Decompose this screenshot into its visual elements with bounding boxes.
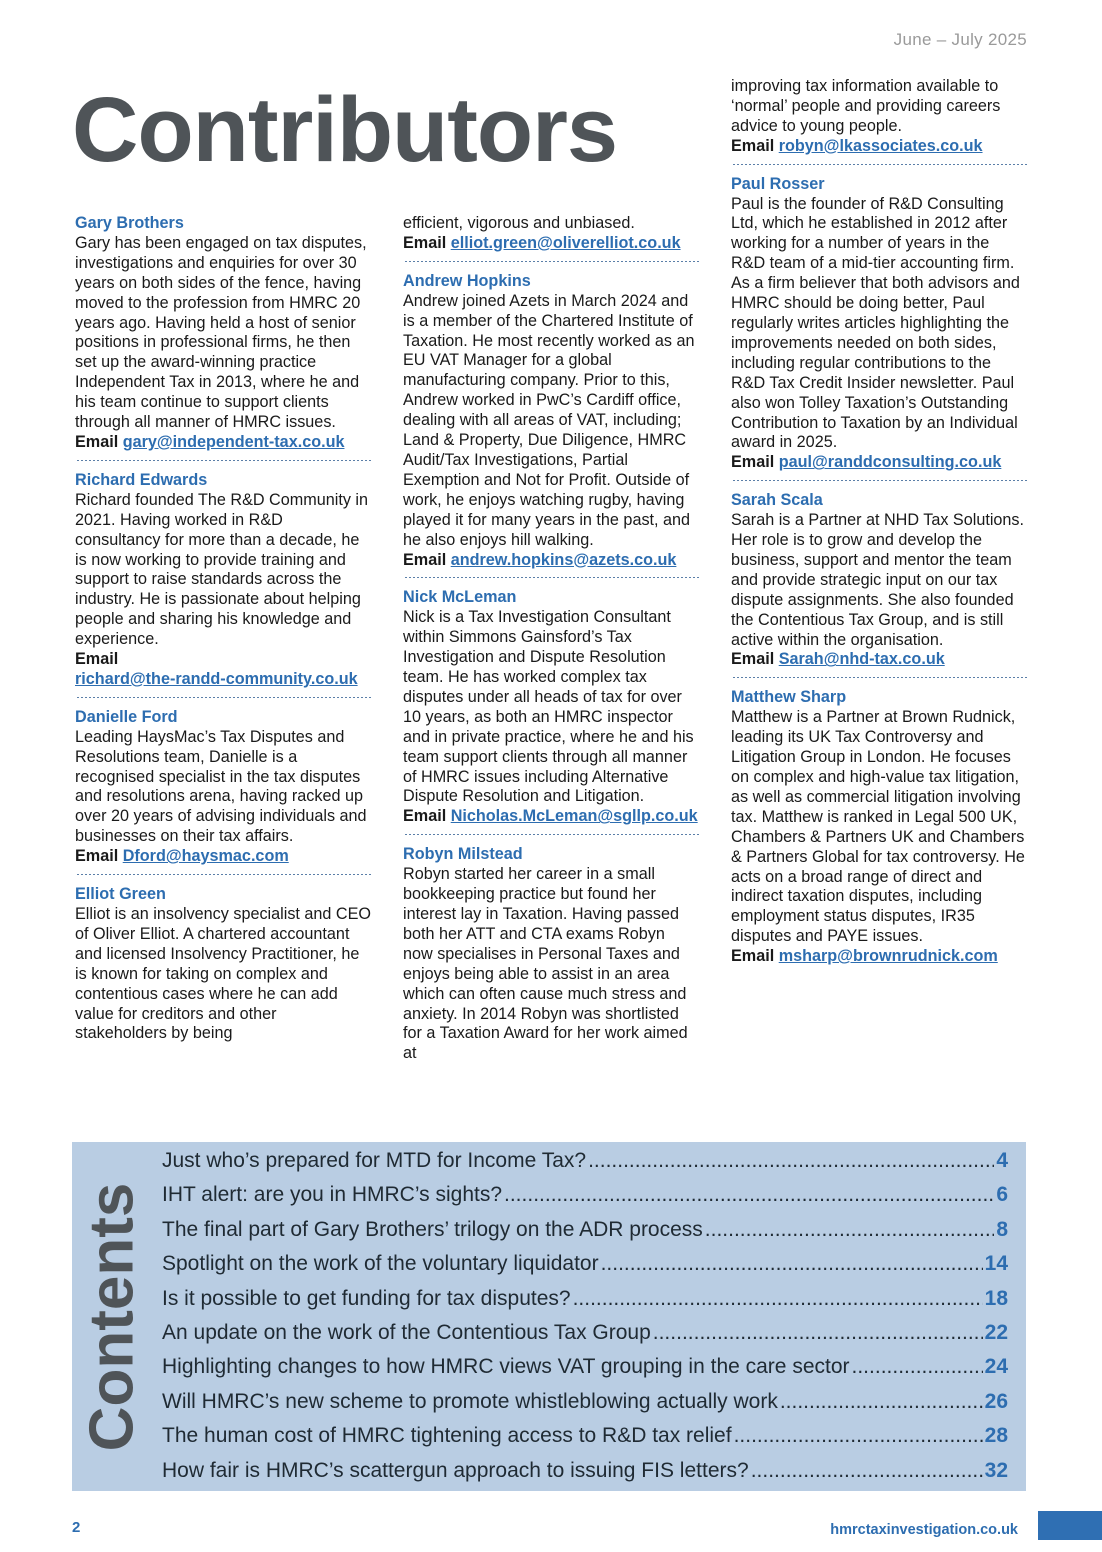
contributor-email-link[interactable]: Nicholas.McLeman@sgllp.co.uk [450, 807, 698, 826]
contributor-name: Robyn Milstead [403, 845, 523, 864]
email-label: Email [731, 650, 775, 669]
toc-item[interactable] [162, 1355, 1008, 1389]
contributor-entry [731, 688, 1027, 975]
toc-page-number: 26 [984, 1389, 1008, 1413]
email-label: Email [403, 550, 447, 569]
contents-label [72, 1142, 152, 1491]
toc-title: The final part of Gary Brothers’ trilogy on the ADR process [162, 1217, 703, 1241]
contributor-email-line [75, 433, 371, 453]
contributor-entry-continued [731, 77, 1027, 165]
toc-page-number: 14 [984, 1252, 1008, 1276]
table-of-contents [162, 1149, 1008, 1493]
contributor-entry [403, 588, 699, 835]
contributor-email-link[interactable]: richard@the-randd-community.co.uk [75, 669, 358, 688]
contributor-name: Richard Edwards [75, 470, 208, 489]
contributor-email-line [75, 847, 371, 867]
toc-leader-dots [588, 1149, 994, 1173]
contributor-email-line [731, 947, 1027, 967]
contributors-column-2 [403, 214, 699, 1082]
contributor-bio-continued: efficient, vigorous and unbiased. [403, 214, 635, 232]
toc-item[interactable] [162, 1183, 1008, 1217]
contributors-column-3 [731, 77, 1027, 985]
contributor-email-line [75, 650, 371, 690]
contributor-entry [731, 175, 1027, 482]
toc-title: An update on the work of the Contentious Tax Group [162, 1320, 651, 1344]
toc-title: How fair is HMRC’s scattergun approach to issuing FIS letters? [162, 1458, 749, 1482]
contributor-name: Elliot Green [75, 885, 166, 904]
toc-title: Spotlight on the work of the voluntary liquidator [162, 1252, 599, 1276]
toc-leader-dots [751, 1459, 983, 1483]
email-label: Email [731, 947, 775, 966]
contributor-bio-continued: improving tax information available to ‘normal’ people and providing careers advice to young people. [731, 77, 1001, 135]
toc-page-number: 18 [984, 1286, 1008, 1310]
toc-item[interactable] [162, 1321, 1008, 1355]
contributor-bio: Matthew is a Partner at Brown Rudnick, leading its UK Tax Controversy and Litigation Group in London. He focuses on complex and high-value tax litigation, as well as commercial litigation involving tax. Matthew is ranked in Legal 500 UK, Chambers & Partners UK and Chambers & Partners Global for tax controversy. He acts on a broad range of direct and indirect taxation disputes, including employment status disputes, IR35 disputes and PAYE issues. [731, 708, 1025, 946]
email-label: Email [75, 847, 119, 866]
toc-item[interactable] [162, 1252, 1008, 1286]
contributor-name: Matthew Sharp [731, 688, 847, 707]
email-label: Email [75, 432, 119, 451]
toc-item[interactable] [162, 1459, 1008, 1493]
toc-title: The human cost of HMRC tightening access to R&D tax relief [162, 1424, 732, 1448]
contributor-bio: Sarah is a Partner at NHD Tax Solutions. Her role is to grow and develop the business, support and mentor the team and provide strategic input on our tax dispute assignments. She also founded the Contentious Tax Group, and is still active within the organisation. [731, 511, 1025, 649]
contributor-bio: Nick is a Tax Investigation Consultant within Simmons Gainsford’s Tax Investigation and Dispute Resolution team. He has worked complex tax disputes under all heads of tax for over 10 years, as both an HMRC inspector and in private practice, where he and his team support clients through all manner of HMRC issues including Alternative Dispute Resolution and Litigation. [403, 608, 694, 806]
toc-title: Is it possible to get funding for tax disputes? [162, 1286, 571, 1310]
contributor-name: Danielle Ford [75, 707, 178, 726]
contributor-name: Andrew Hopkins [403, 271, 531, 290]
contributor-email-link[interactable]: elliot.green@oliverelliot.co.uk [450, 233, 681, 252]
toc-leader-dots [734, 1424, 983, 1448]
contributor-email-link[interactable]: Sarah@nhd-tax.co.uk [778, 650, 945, 669]
page-number: 2 [72, 1519, 81, 1536]
contributor-entry [403, 845, 699, 1072]
contributor-entry-continued [403, 214, 699, 262]
contributor-bio: Elliot is an insolvency specialist and CEO of Oliver Elliot. A chartered accountant and licensed Insolvency Practitioner, he is known for taking on complex and contentious cases where he can add value for creditors and other stakeholders by being [75, 905, 372, 1043]
contents-heading: Contents [77, 1182, 147, 1451]
contributor-bio: Gary has been engaged on tax disputes, investigations and enquiries for over 30 years on both sides of the fence, having moved to the profession from HMRC 20 years ago. Having held a host of senior positions in professional firms, he then set up the award-winning practice Independent Tax in 2013, where he and his team continue to support clients through all manner of HMRC issues. [75, 233, 367, 432]
contributor-name: Paul Rosser [731, 174, 825, 193]
toc-leader-dots [780, 1390, 983, 1414]
contributors-column-1 [75, 214, 371, 1062]
toc-item[interactable] [162, 1218, 1008, 1252]
email-label: Email [731, 136, 775, 155]
toc-leader-dots [705, 1218, 995, 1242]
toc-leader-dots [601, 1252, 983, 1276]
contributor-email-link[interactable]: paul@randdconsulting.co.uk [778, 453, 1002, 472]
contributor-email-line [731, 650, 1027, 670]
contributor-name: Sarah Scala [731, 491, 823, 510]
toc-page-number: 4 [996, 1149, 1008, 1172]
toc-title: Highlighting changes to how HMRC views VAT grouping in the care sector [162, 1355, 850, 1379]
contributor-entry [75, 708, 371, 875]
toc-title: Will HMRC’s new scheme to promote whistleblowing actually work [162, 1389, 778, 1413]
toc-leader-dots [653, 1321, 983, 1345]
toc-item[interactable] [162, 1424, 1008, 1458]
toc-page-number: 24 [984, 1355, 1008, 1379]
contributor-email-line [403, 551, 699, 571]
toc-page-number: 28 [984, 1424, 1008, 1448]
email-label: Email [403, 807, 447, 826]
site-url[interactable]: hmrctaxinvestigation.co.uk [830, 1522, 1018, 1538]
toc-title: IHT alert: are you in HMRC’s sights? [162, 1183, 503, 1207]
email-label: Email [403, 233, 447, 252]
contributor-entry [403, 272, 699, 579]
contributor-email-line [731, 137, 1027, 157]
toc-page-number: 8 [996, 1217, 1008, 1241]
contributor-email-line [403, 234, 699, 254]
contributor-email-link[interactable]: gary@independent-tax.co.uk [122, 432, 345, 451]
contributor-entry [731, 491, 1027, 678]
email-label: Email [75, 650, 119, 669]
contributor-email-link[interactable]: msharp@brownrudnick.com [778, 947, 998, 966]
contributor-entry [75, 471, 371, 698]
page-title: Contributors [72, 79, 618, 181]
contributor-email-link[interactable]: robyn@lkassociates.co.uk [778, 136, 983, 155]
contributor-entry [75, 885, 371, 1052]
footer-accent-bar [1038, 1511, 1102, 1540]
contributor-bio: Robyn started her career in a small bookkeeping practice but found her interest lay in Taxation. Having passed both her ATT and CTA exams Robyn now specialises in Personal Taxes and enjoys being able to assist in an area which can often cause much stress and anxiety. In 2014 Robyn was shortlisted for a Taxation Award for her work aimed at [403, 865, 688, 1063]
toc-item[interactable] [162, 1287, 1008, 1321]
toc-item[interactable] [162, 1390, 1008, 1424]
contributor-name: Nick McLeman [403, 588, 517, 607]
toc-leader-dots [504, 1183, 994, 1207]
toc-page-number: 6 [996, 1183, 1008, 1207]
email-label: Email [731, 453, 775, 472]
toc-item[interactable] [162, 1149, 1008, 1183]
toc-page-number: 22 [984, 1320, 1008, 1344]
contributor-email-link[interactable]: Dford@haysmac.com [122, 847, 289, 866]
toc-title: Just who’s prepared for MTD for Income Tax? [162, 1149, 587, 1172]
contributor-email-line [731, 453, 1027, 473]
contributor-name: Gary Brothers [75, 214, 184, 232]
toc-page-number: 32 [984, 1458, 1008, 1482]
contributor-bio: Andrew joined Azets in March 2024 and is a member of the Chartered Institute of Taxation. He most recently worked as an EU VAT Manager for a global manufacturing company. Prior to this, Andrew worked in PwC’s Cardiff office, dealing with all areas of VAT, including; Land & Property, Due Diligence, HMRC Audit/Tax Investigations, Partial Exemption and Not for Profit. Outside of work, he enjoys watching rugby, having played it for many years in the past, and he also enjoys hill walking. [403, 291, 695, 549]
contributor-bio: Leading HaysMac’s Tax Disputes and Resolutions team, Danielle is a recognised specialist in the tax disputes and resolutions arena, having racked up over 20 years of advising individuals and businesses on their tax affairs. [75, 727, 367, 846]
contributor-entry [75, 214, 371, 461]
toc-leader-dots [852, 1355, 983, 1379]
contributor-bio: Richard founded The R&D Community in 2021. Having worked in R&D consultancy for more than a decade, he is now working to provide training and support to raise standards across the industry. He is passionate about helping people and sharing his knowledge and experience. [75, 490, 369, 649]
contributor-email-link[interactable]: andrew.hopkins@azets.co.uk [450, 550, 677, 569]
toc-leader-dots [573, 1287, 983, 1311]
contributor-email-line [403, 807, 699, 827]
contributor-bio: Paul is the founder of R&D Consulting Ltd, which he established in 2012 after working for a number of years in the R&D team of a mid-tier accounting firm. As a firm believer that both advisors and HMRC should be doing better, Paul regularly writes articles highlighting the improvements needed on both sides, including regular contributions to the R&D Tax Credit Insider newsletter. Paul also won Tolley Taxation’s Outstanding Contribution to Taxation by an Individual award in 2025. [731, 194, 1020, 452]
issue-date: June – July 2025 [893, 30, 1027, 49]
